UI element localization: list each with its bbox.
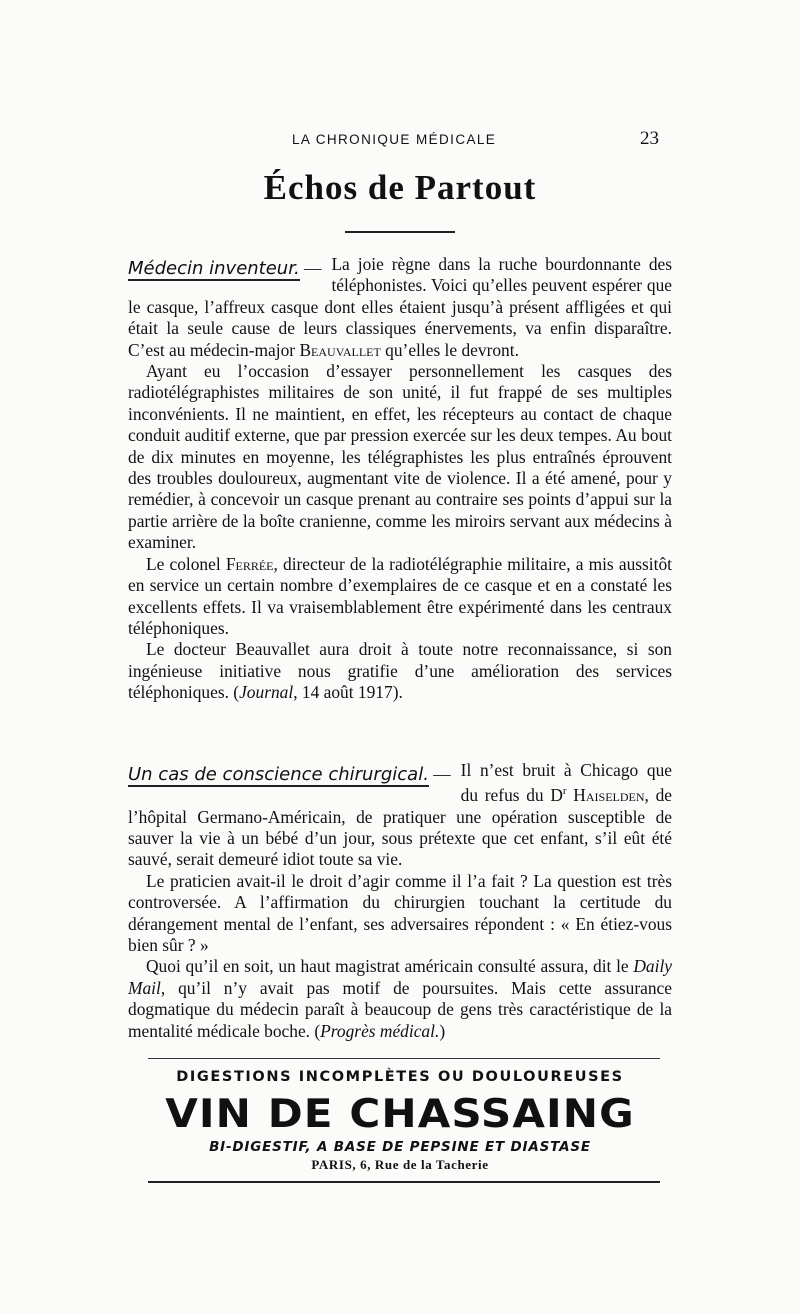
article1-p1-text: La joie règne dans la ruche bourdonnante des téléphonistes. Voici qu’elles peuvent espérer que le casque, l’affreux casque dont elles étaient jusqu’à présent affligées et qui était la seule cause de leurs classiques énervements, va enfin disparaître. C’est au médecin-major	[128, 254, 672, 360]
article2-paragraph-2: Le praticien avait-il le droit d’agir comme il l’a fait ? La question est très controversée. A l’affirmation du chirurgien touchant la certitude du dérangement mental de l’enfant, ses adversaires répondent : « En étiez-vous bien sûr ? »	[128, 870, 672, 956]
article2-heading: Un cas de conscience chirurgical.	[128, 764, 429, 785]
article2-p1-text: Il n’est bruit à Chicago que du refus du D	[460, 760, 672, 806]
page-number: 23	[640, 128, 659, 149]
person-name: Beauvallet	[299, 339, 381, 360]
article1-heading: Médecin inventeur.	[128, 258, 300, 279]
article-cas-de-conscience	[128, 760, 672, 1042]
ad-description: BI-DIGESTIF, A BASE DE PEPSINE ET DIASTASE	[209, 1139, 591, 1155]
page-title: Échos de Partout	[263, 168, 537, 207]
title-superscript: r	[562, 785, 567, 798]
article1-paragraph-4	[128, 639, 672, 703]
ad-top-rule	[148, 1058, 660, 1059]
article-medecin-inventeur	[128, 254, 672, 704]
source-citation: Daily Mail	[128, 956, 672, 998]
person-name: Haiselden	[573, 785, 645, 806]
article1-paragraph-3	[128, 554, 672, 640]
article1-heading-wrap	[128, 254, 321, 279]
source-citation: Journal	[239, 682, 294, 703]
title-divider	[345, 231, 455, 233]
person-name: Ferrée	[225, 553, 274, 574]
article1-p4-text: Le docteur Beauvallet aura droit à toute notre reconnaissance, si son ingénieuse initiative nous gratifie d’une amélioration des services téléphoniques. (	[128, 639, 672, 703]
article1-p1-end: qu’elles le devront.	[380, 339, 519, 360]
article1-paragraph-1	[128, 254, 672, 361]
running-title: LA CHRONIQUE MÉDICALE	[292, 132, 497, 147]
article1-heading-dash: —	[299, 258, 322, 278]
article1-p3-end: , directeur de la radiotélégraphie militaire, a mis aussitôt en service un certain nombre d’exemplaires de ce casque et en a constaté les excellents effets. Il va vraisemblablement être expérimenté dans les centraux téléphoniques.	[128, 553, 672, 638]
article2-p3-text: Quoi qu’il en soit, un haut magistrat américain consulté assura, dit le	[146, 956, 634, 977]
article2-paragraph-1	[128, 760, 672, 871]
article2-p3-mid: , qu’il n’y avait pas motif de poursuites. Mais cette assurance dogmatique du médecin paraît à beaucoup de gens très caractéristique de la mentalité médicale boche. (	[128, 977, 672, 1041]
article2-p1-end: , de l’hôpital Germano-Américain, de pratiquer une opération susceptible de sauver la vie à un bébé d’un jour, sous prétexte que cet enfant, s’il eût été sauvé, serait demeuré idiot toute sa vie.	[128, 785, 672, 870]
article2-p3-end: )	[439, 1020, 446, 1041]
source-citation: Progrès médical.	[320, 1020, 440, 1041]
ad-bottom-rule	[148, 1181, 660, 1183]
ad-product-name: VIN DE CHASSAING	[165, 1092, 635, 1137]
ad-tagline: DIGESTIONS INCOMPLÈTES OU DOULOUREUSES	[176, 1069, 624, 1085]
article1-paragraph-2: Ayant eu l’occasion d’essayer personnellement les casques des radiotélégraphistes militaires de son unité, il fut frappé de ses multiples inconvénients. Il ne maintient, en effet, les récepteurs au contact de chaque conduit auditif externe, que par pression exercée sur les deux tempes. Au bout de dix minutes en moyenne, les télégraphistes les plus entraînés éprouvent des troubles douloureux, augmentant vite de violence. Il a été amené, pour y remédier, à concevoir un casque prenant au contraire ses points d’appui sur la partie arrière de la boîte cranienne, comme les miroirs servant aux médecins à examiner.	[128, 361, 672, 553]
article2-heading-wrap	[128, 760, 451, 785]
article1-p4-end: , 14 août 1917).	[293, 682, 403, 703]
ad-address: PARIS, 6, Rue de la Tacherie	[311, 1157, 489, 1172]
article1-p3-text: Le colonel	[146, 553, 226, 574]
page-header	[0, 128, 800, 152]
article2-paragraph-3	[128, 956, 672, 1042]
article2-heading-dash: —	[428, 764, 451, 784]
